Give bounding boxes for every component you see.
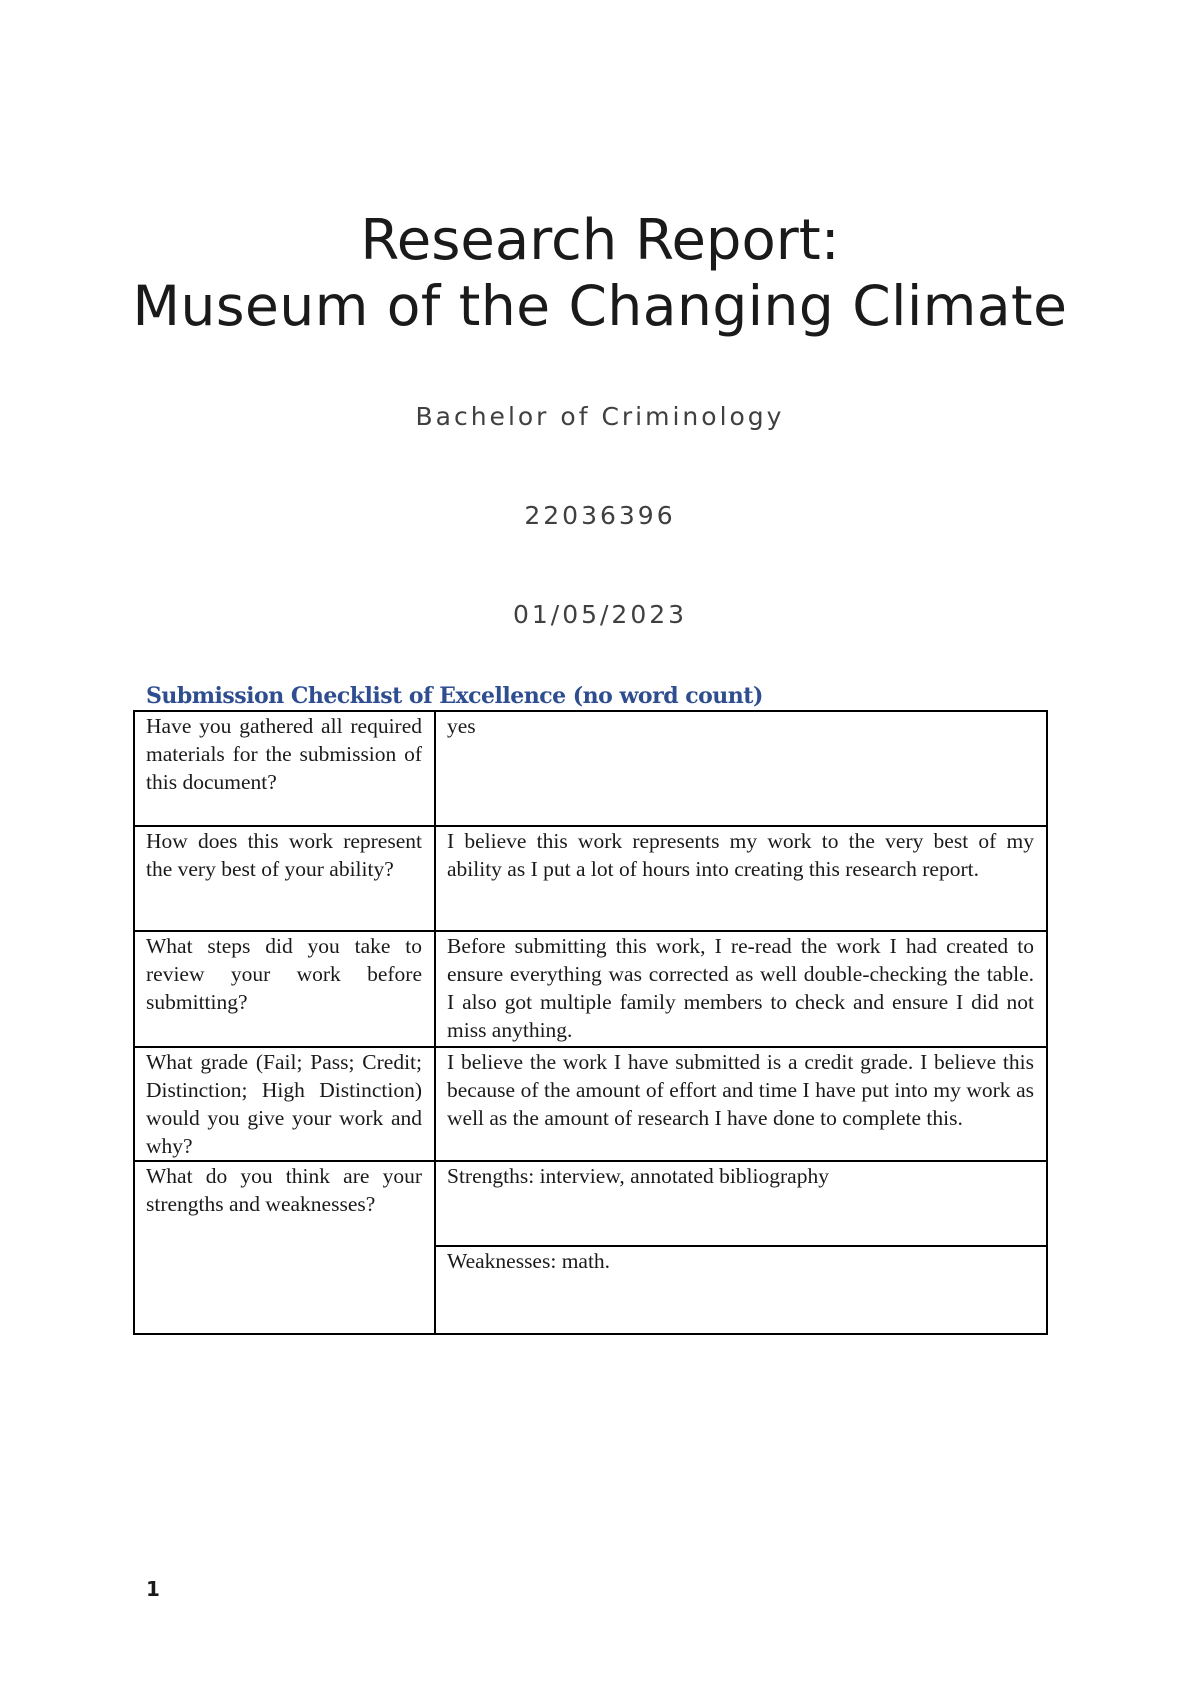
question-cell: How does this work represent the very best of your ability?: [134, 826, 435, 931]
answer-cell: I believe this work represents my work to the very best of my ability as I put a lot of hours into creating this research report.: [435, 826, 1047, 931]
table-row: [134, 1161, 1047, 1246]
report-title: Research Report:: [360, 208, 840, 273]
table-row: [134, 1047, 1047, 1161]
student-id: 22036396: [524, 501, 676, 530]
submission-checklist-table: [133, 710, 1048, 1335]
answer-cell: Before submitting this work, I re-read the work I had created to ensure everything was corrected as well double-checking the table. I also got multiple family members to check and ensure I did not miss anything.: [435, 931, 1047, 1047]
weaknesses-cell: Weaknesses: math.: [435, 1246, 1047, 1334]
question-cell: What steps did you take to review your work before submitting?: [134, 931, 435, 1047]
table-row: [134, 711, 1047, 826]
report-subtitle: Museum of the Changing Climate: [132, 274, 1068, 338]
strengths-cell: Strengths: interview, annotated bibliography: [435, 1161, 1047, 1246]
answer-cell: yes: [435, 711, 1047, 826]
question-cell: What do you think are your strengths and weaknesses?: [134, 1161, 435, 1334]
checklist-heading: Submission Checklist of Excellence (no word count): [146, 683, 763, 709]
answer-cell: I believe the work I have submitted is a credit grade. I believe this because of the amount of effort and time I have put into my work as well as the amount of research I have done to complete this.: [435, 1047, 1047, 1161]
page-number: 1: [146, 1577, 160, 1601]
degree-name: Bachelor of Criminology: [415, 402, 785, 431]
question-cell: Have you gathered all required materials for the submission of this document?: [134, 711, 435, 826]
table-row: [134, 826, 1047, 931]
table-row: [134, 931, 1047, 1047]
submission-date: 01/05/2023: [512, 600, 688, 629]
question-cell: What grade (Fail; Pass; Credit; Distinction; High Distinction) would you give your work and why?: [134, 1047, 435, 1161]
